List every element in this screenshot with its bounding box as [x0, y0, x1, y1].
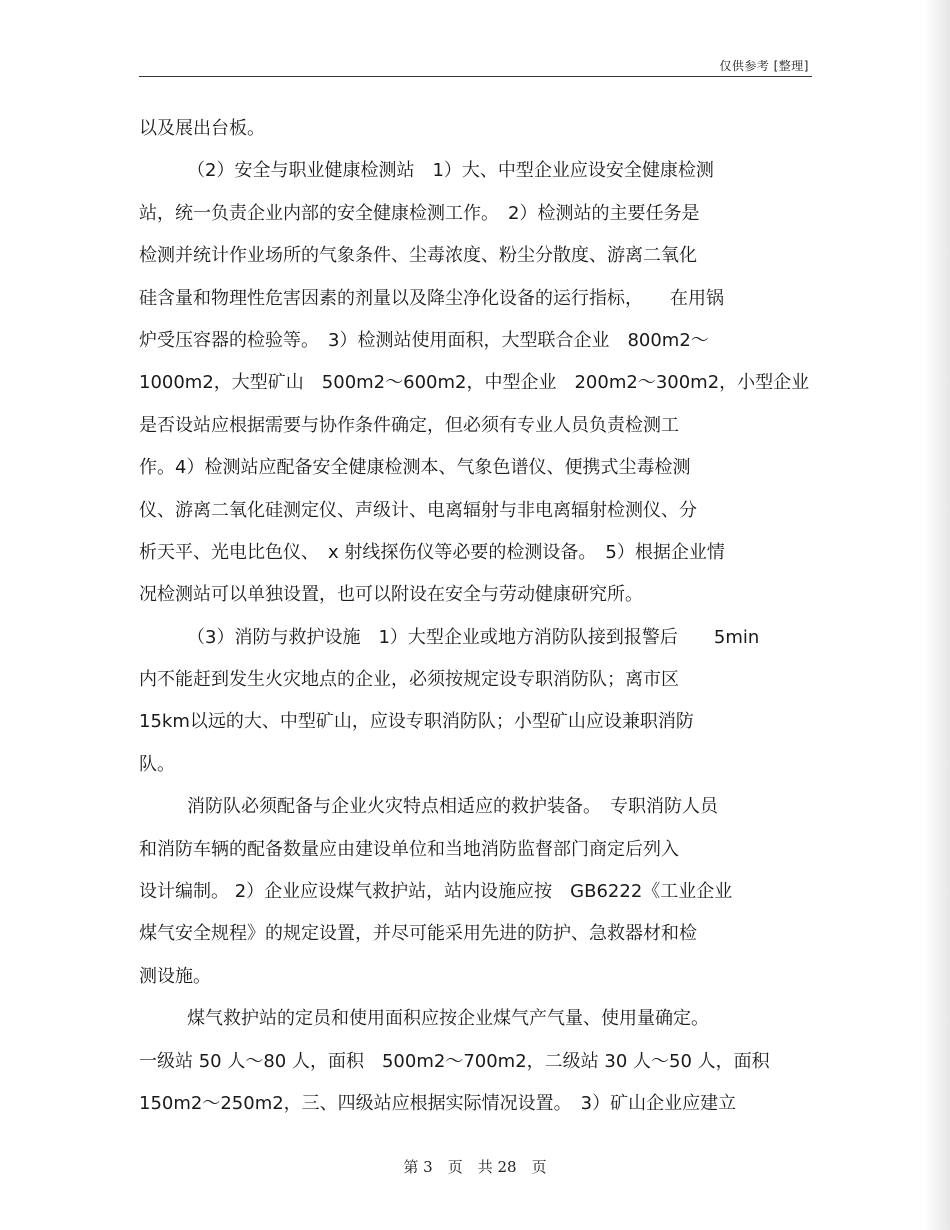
text-line: 煤气安全规程》的规定设置，并尽可能采用先进的防护、急救器材和检	[139, 923, 697, 945]
text-line: 消防队必须配备与企业火灾特点相适应的救护装备。 专职消防人员	[187, 796, 718, 818]
text-line: 检测并统计作业场所的气象条件、尘毒浓度、粉尘分散度、游离二氧化	[139, 245, 697, 267]
text-line: （2）安全与职业健康检测站 1）大、中型企业应设安全健康检测	[187, 160, 714, 182]
page-number-footer: 第 3 页 共 28 页	[403, 1158, 547, 1176]
text-line: 队。	[139, 753, 175, 775]
text-line: 况检测站可以单独设置，也可以附设在安全与劳动健康研究所。	[139, 584, 643, 606]
text-line: 作。4）检测站应配备安全健康检测本、气象色谱仪、便携式尘毒检测	[139, 457, 691, 479]
body-text	[139, 113, 809, 1130]
text-line: 炉受压容器的检验等。 3）检测站使用面积，大型联合企业 800m2～	[139, 329, 709, 351]
text-line: 和消防车辆的配备数量应由建设单位和当地消防监督部门商定后列入	[139, 838, 679, 860]
text-line: 1000m2，大型矿山 500m2～600m2，中型企业 200m2～300m2，小型企业	[139, 372, 809, 394]
header-note: 仅供参考 [整理]	[719, 59, 809, 73]
text-line: （3）消防与救护设施 1）大型企业或地方消防队接到报警后 5min	[187, 626, 760, 648]
text-line: 测设施。	[139, 965, 211, 987]
text-line: 设计编制。 2）企业应设煤气救护站，站内设施应按 GB6222《工业企业	[139, 881, 733, 903]
text-line: 内不能赶到发生火灾地点的企业，必须按规定设专职消防队；离市区	[139, 669, 679, 691]
text-line: 一级站 50 人～80 人，面积 500m2～700m2，二级站 30 人～50 人，面积	[139, 1050, 770, 1072]
text-line: 15km以远的大、中型矿山，应设专职消防队；小型矿山应设兼职消防	[139, 711, 694, 733]
text-line: 是否设站应根据需要与协作条件确定，但必须有专业人员负责检测工	[139, 414, 679, 436]
text-line: 煤气救护站的定员和使用面积应按企业煤气产气量、使用量确定。	[187, 1008, 709, 1030]
text-line: 以及展出台板。	[139, 118, 265, 139]
text-line: 站，统一负责企业内部的安全健康检测工作。 2）检测站的主要任务是	[139, 202, 700, 224]
text-line: 硅含量和物理性危害因素的剂量以及降尘净化设备的运行指标， 在用锅	[139, 287, 724, 309]
page-edge-shadow	[924, 0, 950, 1230]
text-line: 150m2～250m2，三、四级站应根据实际情况设置。 3）矿山企业应建立	[139, 1092, 737, 1114]
header-rule	[139, 76, 812, 77]
text-line: 析天平、光电比色仪、 x 射线探伤仪等必要的检测设备。 5）根据企业情	[139, 541, 725, 563]
text-line: 仪、游离二氧化硅测定仪、声级计、电离辐射与非电离辐射检测仪、分	[139, 499, 697, 521]
